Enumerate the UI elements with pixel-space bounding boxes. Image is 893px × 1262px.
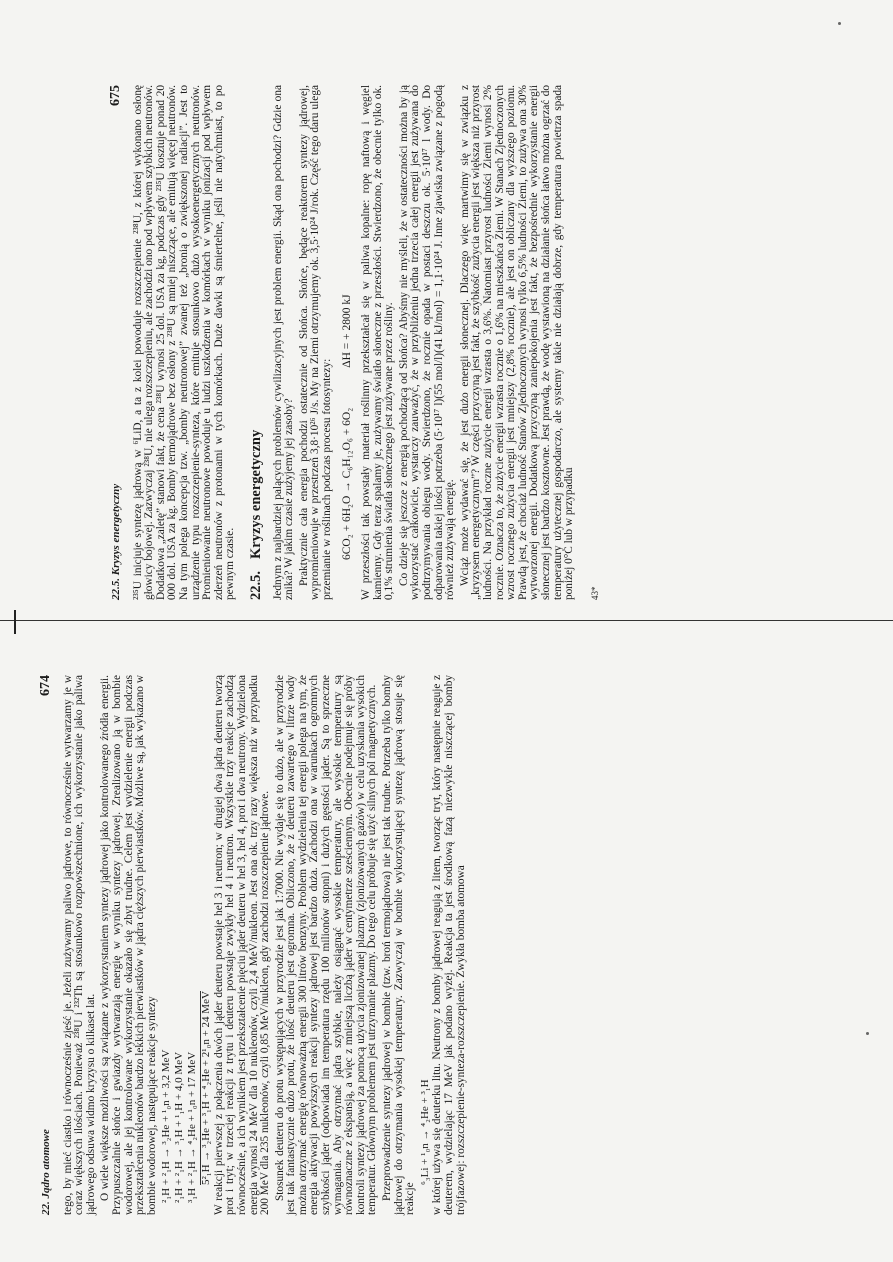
running-title: 22. Jądro atomowe	[40, 1129, 52, 1215]
scan-speck	[838, 22, 841, 25]
paragraph: Stosunek deuteru do protu występujących w przyrodzie jest jak 1:7000. Nie wydaje się to dużo, ale w przyrodzie jest tak fantastycznie dużo protu, że ilość deuteru jest ogromna. Obliczono, że z deuteru zawartego w litrze wody można otrzymać energię równoważną energii 300 litrów benzyny. Problem wydzielenia tej energii polega na tym, że energia aktywacji powyższych reakcji syntezy jądrowej jest bardzo duża. Zachodzi ona w warunkach ogromnych szybkości jąder (odpowiada im temperatura rzędu 100 milionów stopni) i dużych gęstości jąder. Są to sprzeczne wymagania. Aby otrzymać jądra szybkie, należy osiągnąć wysokie temperatury, ale wysokie temperatury są równoznaczne z ekspansją, a więc z mniejszą liczbą jąder w centymetrze sześciennym. Obecnie podejmuje się próby kontroli syntezy jądrowej za pomocą użycia zjonizowanej plazmy (zjonizowanych gazów) w celu uzyskania wysokich temperatur. Głównym problemem jest utrzymanie plazmy. Do tego celu próbuje się użyć silnych pól magnetycznych.	[273, 675, 379, 1215]
running-header	[110, 85, 123, 600]
running-header	[40, 675, 53, 1215]
paragraph: Przeprowadzenie syntezy jądrowej w bombie (tzw. broń termojądrowa) nie jest tak trudne. Potrzeba tylko bomby jądrowej do otrzymania wysokiej temperatury. Zazwyczaj w bombie wykorzystującej syntezę jądrową stosuje się reakcje	[381, 675, 417, 1215]
paragraph: Praktycznie cała energia pochodzi ostatecznie od Słońca. Słońce, będące reaktorem syntezy jądrowej, wypromieniowuje w przestrzeń 3,8·10²⁶ J/s. My na Ziemi otrzymujemy ok. 3,5·10²⁴ J/rok. Część tego daru ulega przemianie w roślinach podczas procesu fotosyntezy:	[297, 85, 333, 600]
page-number: 675	[108, 85, 123, 106]
paragraph: O wiele większe możliwości są związane z wykorzystaniem syntezy jądrowej jako kontrolowanego źródła energii. Przypuszczalnie słońce i gwiazdy wytwarzają energię w wyniku syntezy jądrowej. Zrealizowano ją w bombie wodorowej, ale jej kontrolowane wykorzystanie okazało się zbyt trudne. Celem jest wydzielenie energii podczas przekształcenia nukleonów bardzo lekkich pierwiastków w jądra cięższych pierwiastków. Możliwe są, jak wykazano w bombie wodorowej, następujące reakcje syntezy	[99, 675, 158, 1215]
running-title: 22.5. Kryzys energetyczny	[110, 483, 122, 600]
paragraph: Wciąż może wydawać się, że jest dużo energii słonecznej. Dlaczego więc martwimy się w związku z „kryzysem energetycznym”? W części przyczyną jest fakt, że szybkość zużycia energii jest większa niż przyrost ludności. Na przykład roczne zużycie energii wzrasta o 3,6%. Natomiast przyrost ludności Ziemi wynosi 2% rocznie. Oznacza to, że zużycie energii wzrasta rocznie o 1,6% na mieszkańca Ziemi. W Stanach Zjednoczonych wzrost rocznego zużycia energii jest mniejszy (2,8% rocznie), ale jest on obliczany dla wyższego poziomu. Prawdą jest, że chociaż ludność Stanów Zjednoczonych wynosi tylko 6,5% ludności Ziemi, to zużywa ona 30% wytworzonej energii. Dodatkową przyczyną zaniepokojenia jest fakt, że bezpośrednie wykorzystanie energii słonecznej jest bardzo kosztowne. Jest prawdą, że wodę wystawioną na działanie słońca łatwo można ogrzać do temperatury użytecznej gospodarczo, ale systemy takie nie działają dobrze, gdy temperatura powietrza spada poniżej 0°C lub w przypadku	[458, 85, 576, 600]
fusion-reaction: ²₁H + ²₁H → ³₁H + ¹₁H + 4,0 MeV	[172, 1051, 185, 1203]
section-heading	[247, 85, 264, 600]
fusion-reaction-sum: 5²₁H → ³₂He + ³₁H + ⁴₂He + 2¹₀n + 24 MeV	[200, 991, 213, 1185]
paragraph: tego, by mieć ciastko i równocześnie zjeść je. Jeżeli zużywamy paliwo jądrowe, to równocześnie wytwarzamy je w coraz większych ilościach. Ponieważ ²³⁸U i ²³²Th są stosunkowo rozpowszechnione, ich wykorzystanie jako paliwa jądrowego odsuwa widmo kryzysu o kilkaset lat.	[61, 675, 97, 1215]
paragraph: Jednym z najbardziej palących problemów cywilizacyjnych jest problem energii. Skąd ona pochodzi? Gdzie ona znika? W jakim czasie zużyjemy jej zasoby?	[271, 85, 296, 600]
page-number: 674	[38, 675, 53, 696]
footer-mark: 43*	[589, 586, 600, 600]
gutter-line	[0, 620, 893, 621]
scan-speck	[866, 1032, 869, 1035]
paragraph: ²³⁵U inicjuje syntezę jądrową w ⁶LiD, a ta z kolei powoduje rozszczepienie ²³⁸U, z której wykonano osłonę głowicy bojowej. Zazwyczaj ²³⁸U, nie ulega rozszczepieniu, ale zachodzi ono pod wpływem szybkich neutronów. Dodatkowa „zaletę” stanowi fakt, że cena ²³⁸U wynosi 25 dol. USA za kg, podczas gdy ²³⁵U kosztuje ponad 20 000 dol. USA za kg. Bomby termojądrowe bez osłony z ²³⁸U są mniej niszczące, ale emitują więcej neutronów. Na tym polega koncepcja tzw. „bomby neutronowej” zwanej też „bronią o zwiększonej radiacji”. Jest to urządzenie typu rozszczepienie-synteza, które emituje stosunkowo dużo wysokoenergetycznych neutronów. Promieniowanie neutronowe powoduje u ludzi uszkodzenia w komórkach w wyniku jonizacji pod wpływem zderzeń neutronów z protonami w tych komórkach. Duże dawki są śmiertelne, jeśli nie natychmiast, to po pewnym czasie.	[131, 85, 237, 600]
lithium-reaction: ⁶₃Li + ¹₀n → ⁴₂He + ³₁H	[418, 1079, 431, 1185]
section-title: Kryzys energetyczny	[247, 429, 264, 559]
paragraph: W przeszłości tak powstały materiał roślinny przekształcał się w paliwa kopalne: ropę naftową i węgiel kamienny. Gdy teraz spalamy je, zużywamy światło słoneczne z przeszłości. Stwierdzono, że obecnie tylko ok. 0,1% strumienia światła słonecznego jest zużywane przez rośliny.	[360, 85, 396, 600]
fusion-reaction: ²₁H + ²₁H → ³₂He + ¹₀n + 3,2 MeV	[160, 1049, 173, 1203]
page-675	[110, 85, 880, 600]
page-674	[40, 675, 830, 1215]
equation-enthalpy: ΔH = + 2800 kJ	[340, 294, 353, 368]
paragraph: Co dzieje się jeszcze z energią pochodzącą od Słońca? Abyśmy nie myśleli, że w ostateczności można by ją wykorzystać całkowicie, wystarczy zauważyć, że w przybliżeniu jedna trzecia całej energii jest zużywana do podtrzymywania obiegu wody. Stwierdzono, że rocznie opada w postaci deszczu ok. 5·10¹⁷ l wody. Do odparowania takiej ilości potrzeba (5·10¹⁷ l)(55 mol/l)(41 kJ/mol) = 1,1·10²⁴ J. Inne zjawiska związane z pogodą również zużywają energię.	[397, 85, 457, 600]
fusion-reaction: ³₁H + ²₁H → ⁴₂He + ¹₀n + 17 MeV	[185, 1051, 198, 1203]
gutter-mark	[14, 610, 16, 634]
section-number: 22.5.	[247, 571, 264, 600]
photosynthesis-equation	[342, 85, 354, 560]
equation-text: 6CO₂ + 6H₂O → C₆H₁₂O₆ + 6O₂	[340, 407, 353, 560]
paragraph: W reakcji pierwszej z połączenia dwóch jąder deuteru powstaje hel 3 i neutron; w drugiej dwa jądra deuteru tworzą prot i tryt; w trzeciej reakcji z trytu i deuteru powstaje zwykły hel 4 i neutron. Wszystkie trzy reakcje zachodzą równocześnie, a ich wynikiem jest przekształcenie pięciu jąder deuteru w hel 3, hel 4, prot i dwa neutrony. Wydzielona energia wynosi 24 MeV dla 10 nukleonów, czyli 2,4 MeV/nukleon. Jest ona ok. trzy razy większa niż w przypadku 200 MeV dla 235 nukleonów, czyli 0,85 MeV/nukleon, gdy zachodzi rozszczepienie jądrowe.	[212, 675, 272, 1215]
paragraph: w której używa się deuterku litu. Neutrony z bomby jądrowej reagują z litem, tworząc tryt, który następnie reaguje z deuterem, wydzielając 17 MeV jak podano wyżej. Reakcja ta jest środkową fazą niezwykle niszczącej bomby trójfazowej: rozszczepienie-synteza-rozszczepienie. Zwykła bomba atomowa	[431, 675, 467, 1215]
